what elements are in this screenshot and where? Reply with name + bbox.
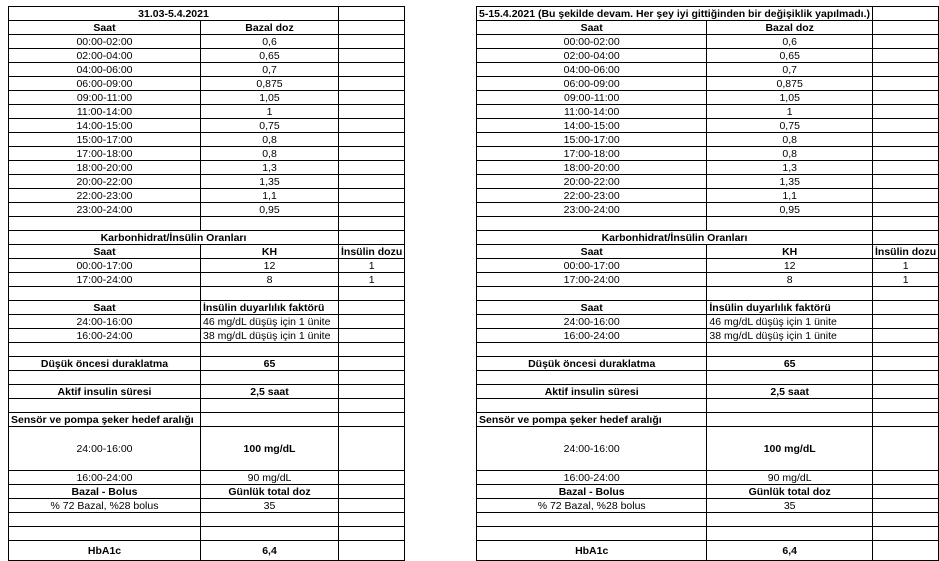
empty-cell [872,413,938,427]
daily-total-dose-header: Günlük total doz [707,485,873,499]
empty-cell [339,21,405,35]
empty-cell [201,217,339,231]
empty-cell [872,63,938,77]
empty-cell [339,7,405,21]
basal-dose-cell: 0,95 [201,203,339,217]
carb-time-cell: 00:00-17:00 [477,259,707,273]
empty-cell [872,119,938,133]
basal-dose-cell: 0,8 [201,133,339,147]
empty-cell [339,499,405,513]
basal-bolus-ratio: % 72 Bazal, %28 bolus [477,499,707,513]
empty-cell [201,371,339,385]
panel-title: 31.03-5.4.2021 [9,7,339,21]
carb-value-cell: 12 [201,259,339,273]
empty-cell [339,541,405,561]
basal-time-cell: 20:00-22:00 [477,175,707,189]
column-header-insulin-dose: İnsülin dozu [339,245,405,259]
basal-time-cell: 15:00-17:00 [477,133,707,147]
empty-cell [707,343,873,357]
carb-ratio-title: Karbonhidrat/İnsülin Oranları [477,231,873,245]
empty-cell [872,427,938,471]
empty-cell [9,527,201,541]
empty-cell [477,527,707,541]
basal-time-cell: 06:00-09:00 [477,77,707,91]
basal-time-cell: 02:00-04:00 [477,49,707,63]
basal-dose-cell: 1 [201,105,339,119]
empty-cell [872,287,938,301]
empty-cell [339,91,405,105]
empty-cell [707,399,873,413]
basal-time-cell: 18:00-20:00 [477,161,707,175]
empty-cell [339,527,405,541]
basal-bolus-header: Bazal - Bolus [477,485,707,499]
basal-dose-cell: 0,8 [201,147,339,161]
suspend-before-low-value: 65 [707,357,873,371]
daily-total-dose-value: 35 [201,499,339,513]
basal-time-cell: 23:00-24:00 [9,203,201,217]
basal-dose-cell: 0,7 [707,63,873,77]
insulin-pump-settings-table [476,6,939,561]
empty-cell [201,343,339,357]
basal-time-cell: 22:00-23:00 [9,189,201,203]
basal-bolus-ratio: % 72 Bazal, %28 bolus [9,499,201,513]
empty-cell [339,301,405,315]
hba1c-value: 6,4 [707,541,873,561]
empty-cell [339,77,405,91]
hba1c-label: HbA1c [9,541,201,561]
column-header-carb: KH [201,245,339,259]
basal-dose-cell: 0,65 [707,49,873,63]
empty-cell [872,315,938,329]
column-header-time: Saat [477,21,707,35]
sensitivity-value-cell: 38 mg/dL düşüş için 1 ünite [707,329,873,343]
empty-cell [9,513,201,527]
basal-time-cell: 09:00-11:00 [477,91,707,105]
empty-cell [872,189,938,203]
empty-cell [339,287,405,301]
empty-cell [872,329,938,343]
empty-cell [339,147,405,161]
empty-cell [872,499,938,513]
sensitivity-time-cell: 24:00-16:00 [9,315,201,329]
empty-cell [339,231,405,245]
empty-cell [872,217,938,231]
empty-cell [477,513,707,527]
empty-cell [872,133,938,147]
hba1c-value: 6,4 [201,541,339,561]
basal-dose-cell: 0,6 [201,35,339,49]
sensitivity-time-cell: 16:00-24:00 [477,329,707,343]
active-insulin-label: Aktif insulin süresi [9,385,201,399]
basal-dose-cell: 0,875 [707,77,873,91]
column-header-time: Saat [477,301,707,315]
column-header-time: Saat [9,245,201,259]
sensitivity-time-cell: 24:00-16:00 [477,315,707,329]
empty-cell [339,343,405,357]
empty-cell [339,427,405,471]
empty-cell [872,357,938,371]
target-time-cell: 16:00-24:00 [9,471,201,485]
empty-cell [477,343,707,357]
empty-cell [339,63,405,77]
target-range-label: Sensör ve pompa şeker hedef aralığı [9,413,201,427]
sensitivity-value-cell: 46 mg/dL düşüş için 1 ünite [707,315,873,329]
empty-cell [872,161,938,175]
column-header-sensitivity: İnsülin duyarlılık faktörü [201,301,339,315]
active-insulin-value: 2,5 saat [707,385,873,399]
column-header-carb: KH [707,245,873,259]
basal-dose-cell: 1,35 [707,175,873,189]
daily-total-dose-header: Günlük total doz [201,485,339,499]
empty-cell [339,471,405,485]
empty-cell [339,485,405,499]
empty-cell [339,217,405,231]
basal-dose-cell: 1,1 [201,189,339,203]
carb-time-cell: 17:00-24:00 [9,273,201,287]
insulin-dose-cell: 1 [872,259,938,273]
empty-cell [9,287,201,301]
basal-dose-cell: 0,7 [201,63,339,77]
empty-cell [872,231,938,245]
empty-cell [201,527,339,541]
basal-time-cell: 02:00-04:00 [9,49,201,63]
insulin-dose-cell: 1 [339,259,405,273]
empty-cell [201,413,339,427]
basal-dose-cell: 0,8 [707,147,873,161]
empty-cell [872,399,938,413]
basal-time-cell: 15:00-17:00 [9,133,201,147]
basal-time-cell: 00:00-02:00 [477,35,707,49]
basal-dose-cell: 1,3 [201,161,339,175]
suspend-before-low-value: 65 [201,357,339,371]
empty-cell [872,203,938,217]
basal-dose-cell: 1,05 [201,91,339,105]
empty-cell [339,413,405,427]
basal-dose-cell: 1,35 [201,175,339,189]
target-value-cell: 90 mg/dL [201,471,339,485]
suspend-before-low-label: Düşük öncesi duraklatma [477,357,707,371]
empty-cell [872,385,938,399]
empty-cell [872,343,938,357]
empty-cell [339,203,405,217]
empty-cell [339,175,405,189]
target-range-label: Sensör ve pompa şeker hedef aralığı [477,413,707,427]
basal-dose-cell: 0,875 [201,77,339,91]
column-header-sensitivity: İnsülin duyarlılık faktörü [707,301,873,315]
empty-cell [9,371,201,385]
empty-cell [339,119,405,133]
empty-cell [707,371,873,385]
hba1c-label: HbA1c [477,541,707,561]
empty-cell [477,399,707,413]
empty-cell [339,35,405,49]
empty-cell [872,485,938,499]
empty-cell [872,105,938,119]
empty-cell [339,161,405,175]
empty-cell [707,513,873,527]
basal-time-cell: 22:00-23:00 [477,189,707,203]
target-value-cell: 100 mg/dL [201,427,339,471]
empty-cell [339,49,405,63]
empty-cell [477,371,707,385]
column-header-time: Saat [477,245,707,259]
basal-time-cell: 11:00-14:00 [9,105,201,119]
empty-cell [477,287,707,301]
empty-cell [707,217,873,231]
basal-time-cell: 18:00-20:00 [9,161,201,175]
column-header-insulin-dose: İnsülin dozu [872,245,938,259]
basal-dose-cell: 1,05 [707,91,873,105]
insulin-pump-settings-table [8,6,405,561]
carb-time-cell: 17:00-24:00 [477,273,707,287]
active-insulin-value: 2,5 saat [201,385,339,399]
empty-cell [872,147,938,161]
empty-cell [201,513,339,527]
empty-cell [339,399,405,413]
target-time-cell: 24:00-16:00 [9,427,201,471]
basal-bolus-header: Bazal - Bolus [9,485,201,499]
target-value-cell: 100 mg/dL [707,427,873,471]
empty-cell [339,329,405,343]
empty-cell [872,513,938,527]
empty-cell [707,287,873,301]
suspend-before-low-label: Düşük öncesi duraklatma [9,357,201,371]
insulin-dose-cell: 1 [339,273,405,287]
panel-title: 5-15.4.2021 (Bu şekilde devam. Her şey iyi gittiğinden bir değişiklik yapılmadı.) [477,7,873,21]
daily-total-dose-value: 35 [707,499,873,513]
basal-dose-cell: 0,75 [201,119,339,133]
empty-cell [872,49,938,63]
empty-cell [201,287,339,301]
basal-time-cell: 20:00-22:00 [9,175,201,189]
empty-cell [872,7,938,21]
empty-cell [707,413,873,427]
sensitivity-value-cell: 46 mg/dL düşüş için 1 ünite [201,315,339,329]
basal-time-cell: 11:00-14:00 [477,105,707,119]
active-insulin-label: Aktif insulin süresi [477,385,707,399]
carb-value-cell: 8 [201,273,339,287]
target-time-cell: 16:00-24:00 [477,471,707,485]
empty-cell [339,189,405,203]
column-header-basal-dose: Bazal doz [201,21,339,35]
empty-cell [872,371,938,385]
target-value-cell: 90 mg/dL [707,471,873,485]
basal-time-cell: 17:00-18:00 [477,147,707,161]
empty-cell [9,343,201,357]
empty-cell [339,513,405,527]
empty-cell [9,399,201,413]
basal-dose-cell: 0,65 [201,49,339,63]
basal-time-cell: 23:00-24:00 [477,203,707,217]
carb-value-cell: 12 [707,259,873,273]
sensitivity-time-cell: 16:00-24:00 [9,329,201,343]
schedule-panel-right [476,6,939,561]
empty-cell [872,527,938,541]
empty-cell [339,357,405,371]
basal-dose-cell: 1,1 [707,189,873,203]
empty-cell [872,541,938,561]
basal-dose-cell: 0,75 [707,119,873,133]
basal-time-cell: 06:00-09:00 [9,77,201,91]
empty-cell [339,315,405,329]
basal-time-cell: 14:00-15:00 [9,119,201,133]
empty-cell [872,175,938,189]
empty-cell [339,385,405,399]
basal-time-cell: 04:00-06:00 [477,63,707,77]
basal-dose-cell: 1,3 [707,161,873,175]
basal-time-cell: 17:00-18:00 [9,147,201,161]
target-time-cell: 24:00-16:00 [477,427,707,471]
basal-time-cell: 00:00-02:00 [9,35,201,49]
empty-cell [9,217,201,231]
empty-cell [339,133,405,147]
empty-cell [339,371,405,385]
empty-cell [477,217,707,231]
carb-ratio-title: Karbonhidrat/İnsülin Oranları [9,231,339,245]
empty-cell [872,35,938,49]
empty-cell [872,471,938,485]
column-header-basal-dose: Bazal doz [707,21,873,35]
empty-cell [872,301,938,315]
basal-dose-cell: 0,8 [707,133,873,147]
column-header-time: Saat [9,301,201,315]
empty-cell [872,77,938,91]
basal-dose-cell: 0,6 [707,35,873,49]
column-header-time: Saat [9,21,201,35]
basal-dose-cell: 1 [707,105,873,119]
empty-cell [707,527,873,541]
basal-time-cell: 14:00-15:00 [477,119,707,133]
empty-cell [872,21,938,35]
basal-time-cell: 09:00-11:00 [9,91,201,105]
basal-time-cell: 04:00-06:00 [9,63,201,77]
empty-cell [201,399,339,413]
carb-time-cell: 00:00-17:00 [9,259,201,273]
sensitivity-value-cell: 38 mg/dL düşüş için 1 ünite [201,329,339,343]
empty-cell [339,105,405,119]
carb-value-cell: 8 [707,273,873,287]
empty-cell [872,91,938,105]
schedule-panel-left [8,6,405,561]
insulin-dose-cell: 1 [872,273,938,287]
basal-dose-cell: 0,95 [707,203,873,217]
